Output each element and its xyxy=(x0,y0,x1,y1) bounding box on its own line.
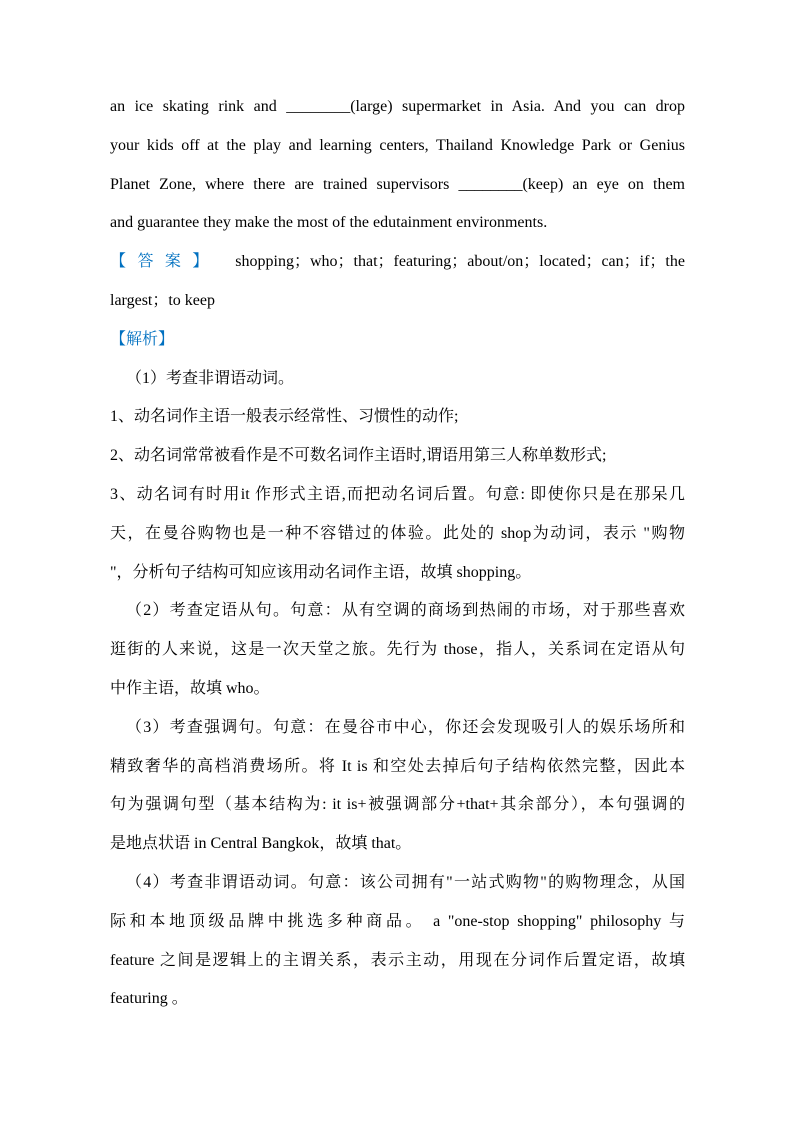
passage-line: your kids off at the play and learning centers, Thailand Knowledge Park or Genius xyxy=(110,136,685,154)
analysis-line: 精致奢华的高档消费场所。将 It is 和空处去掉后句子结构依然完整，因此本 xyxy=(110,757,685,775)
analysis-heading: （3）考查强调句。句意：在曼谷市中心，你还会发现吸引人的娱乐场所和 xyxy=(126,718,685,736)
analysis-line: 2、动名词常常被看作是不可数名词作主语时,谓语用第三人称单数形式; xyxy=(110,447,607,465)
analysis-line: featuring 。 xyxy=(110,990,188,1008)
analysis-line: "，分析句子结构可知应该用动名词作主语，故填 shopping。 xyxy=(110,563,532,581)
answer-text: shopping；who；that；featuring；about/on；located；can；if；the xyxy=(219,253,685,271)
analysis-line: 中作主语，故填 who。 xyxy=(110,679,270,697)
analysis-line: 3、动名词有时用it 作形式主语,而把动名词后置。句意: 即使你只是在那呆几 xyxy=(110,485,685,503)
analysis-label: 【解析】 xyxy=(110,330,175,348)
analysis-line: 际和本地顶级品牌中挑选多种商品。 a "one-stop shopping" philosophy 与 xyxy=(110,912,685,930)
answer-line-continued: largest；to keep xyxy=(110,291,216,309)
analysis-line: 天，在曼谷购物也是一种不容错过的体验。此处的 shop为动词，表示 "购物 xyxy=(110,524,685,542)
analysis-heading: （2）考查定语从句。句意：从有空调的商场到热闹的市场，对于那些喜欢 xyxy=(126,602,685,620)
analysis-heading: （1）考查非谓语动词。 xyxy=(126,369,295,387)
analysis-line: 句为强调句型（基本结构为: it is+被强调部分+that+其余部分），本句强调的 xyxy=(110,796,685,814)
analysis-line: 逛街的人来说，这是一次天堂之旅。先行为 those，指人，关系词在定语从句 xyxy=(110,641,685,659)
analysis-heading: （4）考查非谓语动词。句意：该公司拥有"一站式购物"的购物理念，从国 xyxy=(126,873,685,891)
answer-line xyxy=(110,243,685,282)
passage-line: Planet Zone, where there are trained supervisors ________(keep) an eye on them xyxy=(110,175,685,193)
passage-line: an ice skating rink and ________(large) supermarket in Asia. And you can drop xyxy=(110,98,685,115)
document-page xyxy=(110,88,685,1019)
answer-label: 【答案】 xyxy=(110,253,220,271)
passage-line: and guarantee they make the most of the edutainment environments. xyxy=(110,214,548,232)
analysis-line: 1、动名词作主语一般表示经常性、习惯性的动作; xyxy=(110,408,459,426)
analysis-line: feature 之间是逻辑上的主谓关系，表示主动，用现在分词作后置定语，故填 xyxy=(110,951,685,969)
analysis-line: 是地点状语 in Central Bangkok，故填 that。 xyxy=(110,835,412,853)
